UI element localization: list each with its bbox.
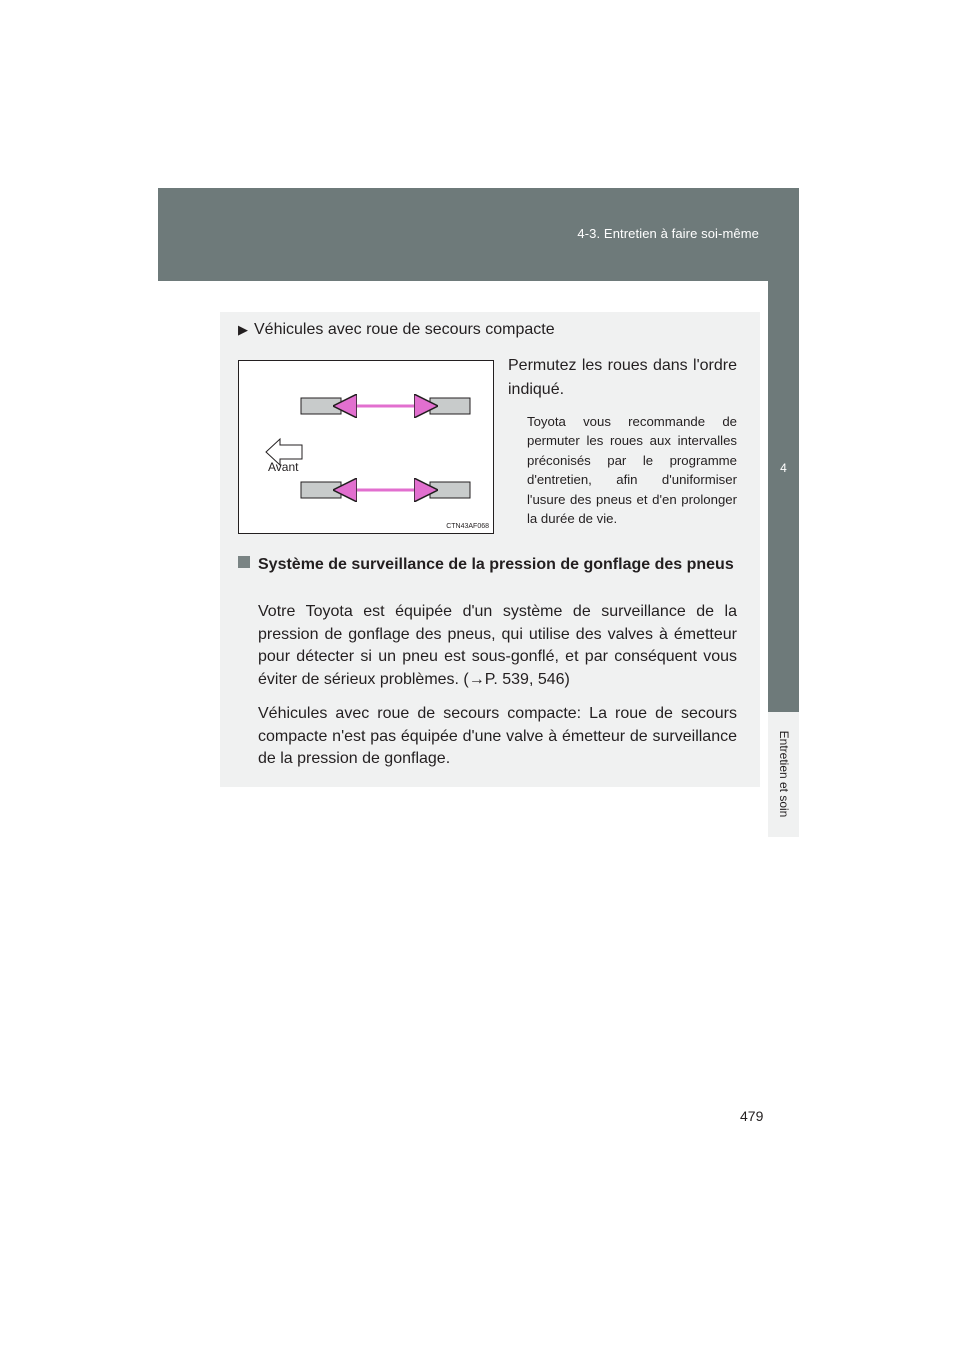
tire-front-right xyxy=(430,398,470,414)
chapter-number: 4 xyxy=(780,461,787,475)
chapter-tab xyxy=(768,281,799,712)
tire-rear-right xyxy=(430,482,470,498)
diagram-code: CTN43AF068 xyxy=(446,523,489,530)
triangle-right-icon: ▶ xyxy=(238,322,248,337)
section-title-header: 4-3. Entretien à faire soi-même xyxy=(577,226,759,241)
section-heading: Système de surveillance de la pression de gonflage des pneus xyxy=(258,556,734,573)
subheading xyxy=(238,321,555,339)
front-label: Avant xyxy=(268,460,299,474)
header-band xyxy=(158,188,799,281)
recommendation-note: Toyota vous recommande de permuter les roues aux intervalles préconisés par le programme d'entretien, afin d'uniformiser l'usure des pneus et d'en prolonger la durée de vie. xyxy=(527,414,737,527)
chapter-label-tab xyxy=(768,712,799,837)
subheading-text: Véhicules avec roue de secours compacte xyxy=(254,321,555,338)
tire-front-left xyxy=(301,398,341,414)
tire-rotation-svg xyxy=(239,361,495,535)
tire-rear-left xyxy=(301,482,341,498)
paragraph-compact-spare: Véhicules avec roue de secours compacte: La roue de secours compacte n'est pas équipée d'une valve à émetteur de surveillance de la pression de gonflage. xyxy=(258,705,737,768)
page-number: 479 xyxy=(740,1108,764,1124)
chapter-label: Entretien et soin xyxy=(776,730,791,818)
square-bullet-icon xyxy=(238,556,250,568)
paragraph-tpms: Votre Toyota est équipée d'un système de surveillance de la pression de gonflage des pneus, qui utilise des valves à émetteur pour détecter si un pneu est sous-gonflé, et par conséquent vous éviter de sérieux problèmes. (→P. 539, 546) xyxy=(258,603,737,688)
instruction-text: Permutez les roues dans l'ordre indiqué. xyxy=(508,357,737,398)
tire-rotation-diagram xyxy=(238,360,494,534)
